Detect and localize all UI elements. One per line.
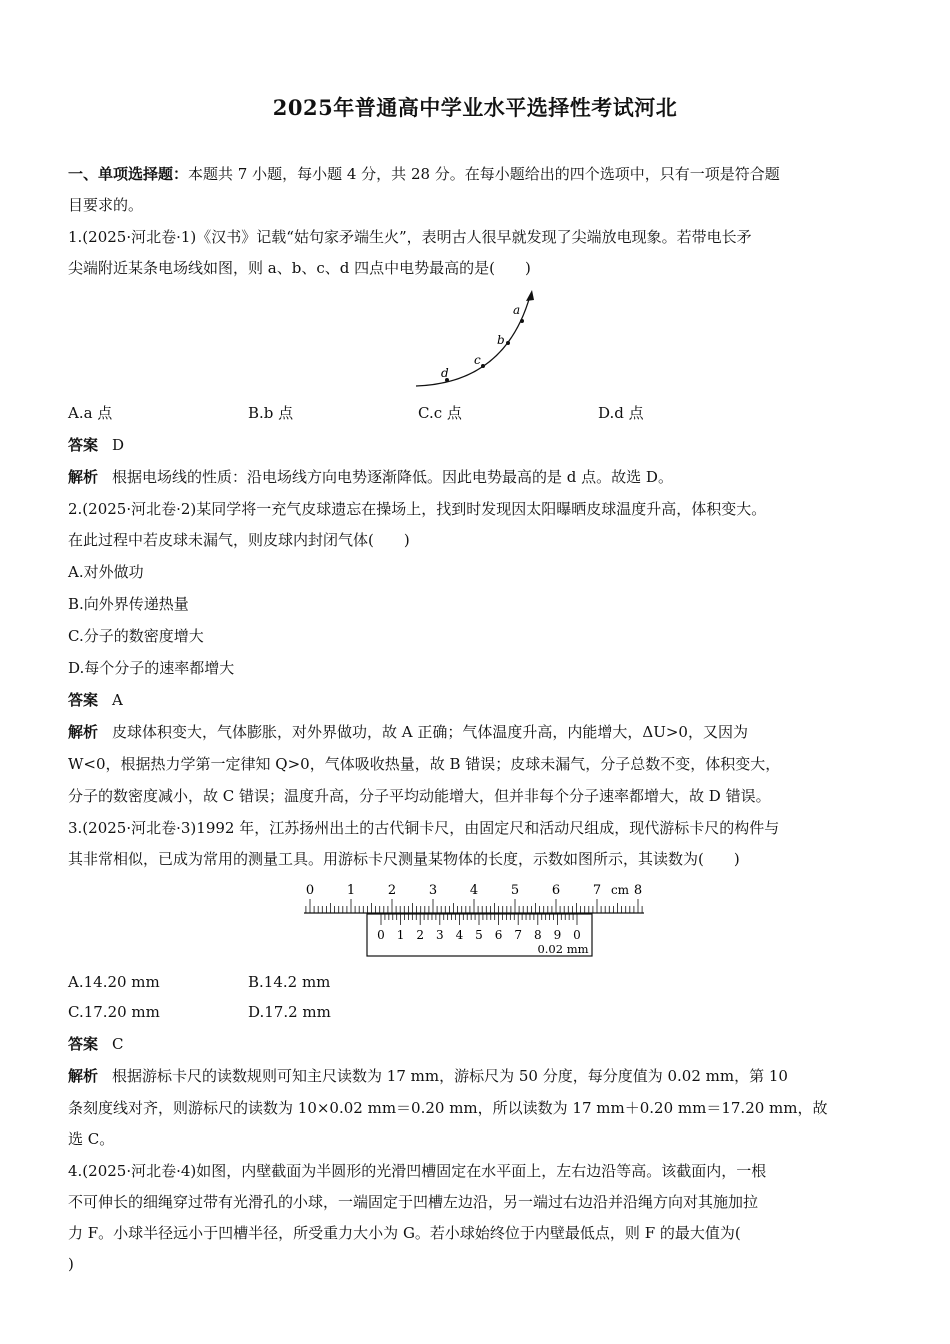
main-label: 3 xyxy=(428,883,438,898)
q4-stem-4: ) xyxy=(68,1255,74,1273)
main-label: 4 xyxy=(469,883,479,898)
main-label: 7 xyxy=(592,883,602,898)
vernier-label: 7 xyxy=(514,928,523,942)
main-label: 1 xyxy=(346,883,356,898)
q1-option-b[interactable]: B.b 点 xyxy=(248,404,294,422)
answer-label: 答案 xyxy=(68,691,99,709)
section-desc-1: 本题共 7 小题，每小题 4 分，共 28 分。在每小题给出的四个选项中，只有一项是符合题 xyxy=(188,165,780,183)
q1-analysis xyxy=(68,467,882,487)
q3-stem-1: 3.(2025·河北卷·3)1992 年，江苏扬州出土的古代铜卡尺，由固定尺和活动尺组成，现代游标卡尺的构件与 xyxy=(68,819,780,837)
q1-stem-1: 1.(2025·河北卷·1)《汉书》记载“姑句家矛端生火”，表明古人很早就发现了尖端放电现象。若带电长矛 xyxy=(68,228,752,246)
section-heading: 一、单项选择题： xyxy=(68,165,189,183)
q3-analysis-text-3: 选 C。 xyxy=(68,1130,115,1148)
label-b: b xyxy=(497,333,505,347)
q2-stem-2: 在此过程中若皮球未漏气，则皮球内封闭气体( ) xyxy=(68,531,410,549)
vernier-label: 8 xyxy=(533,928,542,942)
q1-stem-2: 尖端附近某条电场线如图，则 a、b、c、d 四点中电势最高的是( ) xyxy=(68,259,531,277)
section-desc-2: 目要求的。 xyxy=(68,196,144,214)
main-label: 0 xyxy=(305,883,315,898)
analysis-label: 解析 xyxy=(68,723,99,741)
q2-stem-1: 2.(2025·河北卷·2)某同学将一充气皮球遗忘在操场上，找到时发现因太阳曝晒皮球温度升高，体积变大。 xyxy=(68,500,767,518)
label-d: d xyxy=(441,366,449,380)
section-header xyxy=(68,164,882,184)
q3-option-c[interactable]: C.17.20 mm xyxy=(68,1003,160,1021)
q2-option-b[interactable]: B.向外界传递热量 xyxy=(68,595,189,613)
point-b xyxy=(506,341,510,345)
point-c xyxy=(481,364,485,368)
analysis-label: 解析 xyxy=(68,1067,99,1085)
q4-stem-2: 不可伸长的细绳穿过带有光滑孔的小球，一端固定于凹槽左边沿，另一端过右边沿并沿绳方向对其施加拉 xyxy=(68,1193,759,1211)
q2-analysis-text-3: 分子的数密度减小，故 C 错误；温度升高，分子平均动能增大，但并非每个分子速率都增大，故 D 错误。 xyxy=(68,787,771,805)
q3-option-d[interactable]: D.17.2 mm xyxy=(248,1003,331,1021)
vernier-label: 4 xyxy=(455,928,464,942)
vernier-label: 5 xyxy=(475,928,483,942)
q4-stem-3: 力 F。小球半径远小于凹槽半径，所受重力大小为 G。若小球始终位于内壁最低点，则 F 的最大值为( xyxy=(68,1224,741,1242)
vernier-scale-labels xyxy=(377,928,581,942)
q2-answer xyxy=(68,690,882,710)
main-unit-label: cm xyxy=(610,883,630,897)
q2-answer-value: A xyxy=(112,691,123,709)
vernier-label: 0 xyxy=(377,928,385,942)
vernier-label: 2 xyxy=(416,928,425,942)
field-line-arrow xyxy=(526,290,534,301)
main-scale-ticks xyxy=(306,899,642,913)
q1-answer xyxy=(68,435,882,455)
q3-option-b[interactable]: B.14.2 mm xyxy=(248,973,331,991)
vernier-precision: 0.02 mm xyxy=(537,942,589,956)
main-scale-labels xyxy=(306,883,642,898)
main-label: 6 xyxy=(551,883,561,898)
q1-field-line-figure xyxy=(410,288,550,392)
answer-label: 答案 xyxy=(68,1035,99,1053)
page-title: 2025年普通高中学业水平选择性考试河北 xyxy=(272,95,678,120)
q1-answer-value: D xyxy=(112,436,125,454)
q2-option-a[interactable]: A.对外做功 xyxy=(68,563,144,581)
vernier-label: 6 xyxy=(494,928,503,942)
q4-stem-1: 4.(2025·河北卷·4)如图，内壁截面为半圆形的光滑凹槽固定在水平面上，左右边沿等高。该截面内，一根 xyxy=(68,1162,767,1180)
q3-stem-2: 其非常相似，已成为常用的测量工具。用游标卡尺测量某物体的长度，示数如图所示，其读数为( ) xyxy=(68,850,740,868)
q3-answer-value: C xyxy=(112,1035,124,1053)
q3-option-a[interactable]: A.14.20 mm xyxy=(68,973,160,991)
q1-option-a[interactable]: A.a 点 xyxy=(68,404,113,422)
q2-analysis xyxy=(68,722,882,742)
q2-option-c[interactable]: C.分子的数密度增大 xyxy=(68,627,204,645)
vernier-label: 0 xyxy=(573,928,581,942)
q3-analysis-text-2: 条刻度线对齐，则游标尺的读数为 10×0.02 mm＝0.20 mm，所以读数为 17 mm＋0.20 mm＝17.20 mm，故 xyxy=(68,1099,828,1117)
q3-analysis xyxy=(68,1066,882,1086)
q3-vernier-caliper-figure xyxy=(300,878,650,962)
answer-label: 答案 xyxy=(68,436,99,454)
q1-option-d[interactable]: D.d 点 xyxy=(598,404,644,422)
main-label: 8 xyxy=(633,883,643,898)
label-c: c xyxy=(474,353,481,367)
label-a: a xyxy=(513,303,521,317)
q1-analysis-text: 根据电场线的性质：沿电场线方向电势逐渐降低。因此电势最高的是 d 点。故选 D。 xyxy=(112,468,673,486)
q1-option-c[interactable]: C.c 点 xyxy=(418,404,462,422)
vernier-label: 9 xyxy=(553,928,562,942)
q2-analysis-text-2: W<0，根据热力学第一定律知 Q>0，气体吸收热量，故 B 错误；皮球未漏气，分子总数不变，体积变大， xyxy=(68,755,781,773)
q3-answer xyxy=(68,1034,882,1054)
main-label: 2 xyxy=(387,883,397,898)
q3-analysis-text-1: 根据游标卡尺的读数规则可知主尺读数为 17 mm，游标尺为 50 分度，每分度值为 0.02 mm，第 10 xyxy=(112,1067,788,1085)
q2-analysis-text-1: 皮球体积变大，气体膨胀，对外界做功，故 A 正确；气体温度升高，内能增大，ΔU>0，又因为 xyxy=(112,723,748,741)
analysis-label: 解析 xyxy=(68,468,99,486)
vernier-label: 3 xyxy=(435,928,444,942)
main-label: 5 xyxy=(510,883,520,898)
vernier-label: 1 xyxy=(396,928,405,942)
vernier-scale-ticks xyxy=(381,914,577,925)
point-a xyxy=(520,319,524,323)
q2-option-d[interactable]: D.每个分子的速率都增大 xyxy=(68,659,235,677)
